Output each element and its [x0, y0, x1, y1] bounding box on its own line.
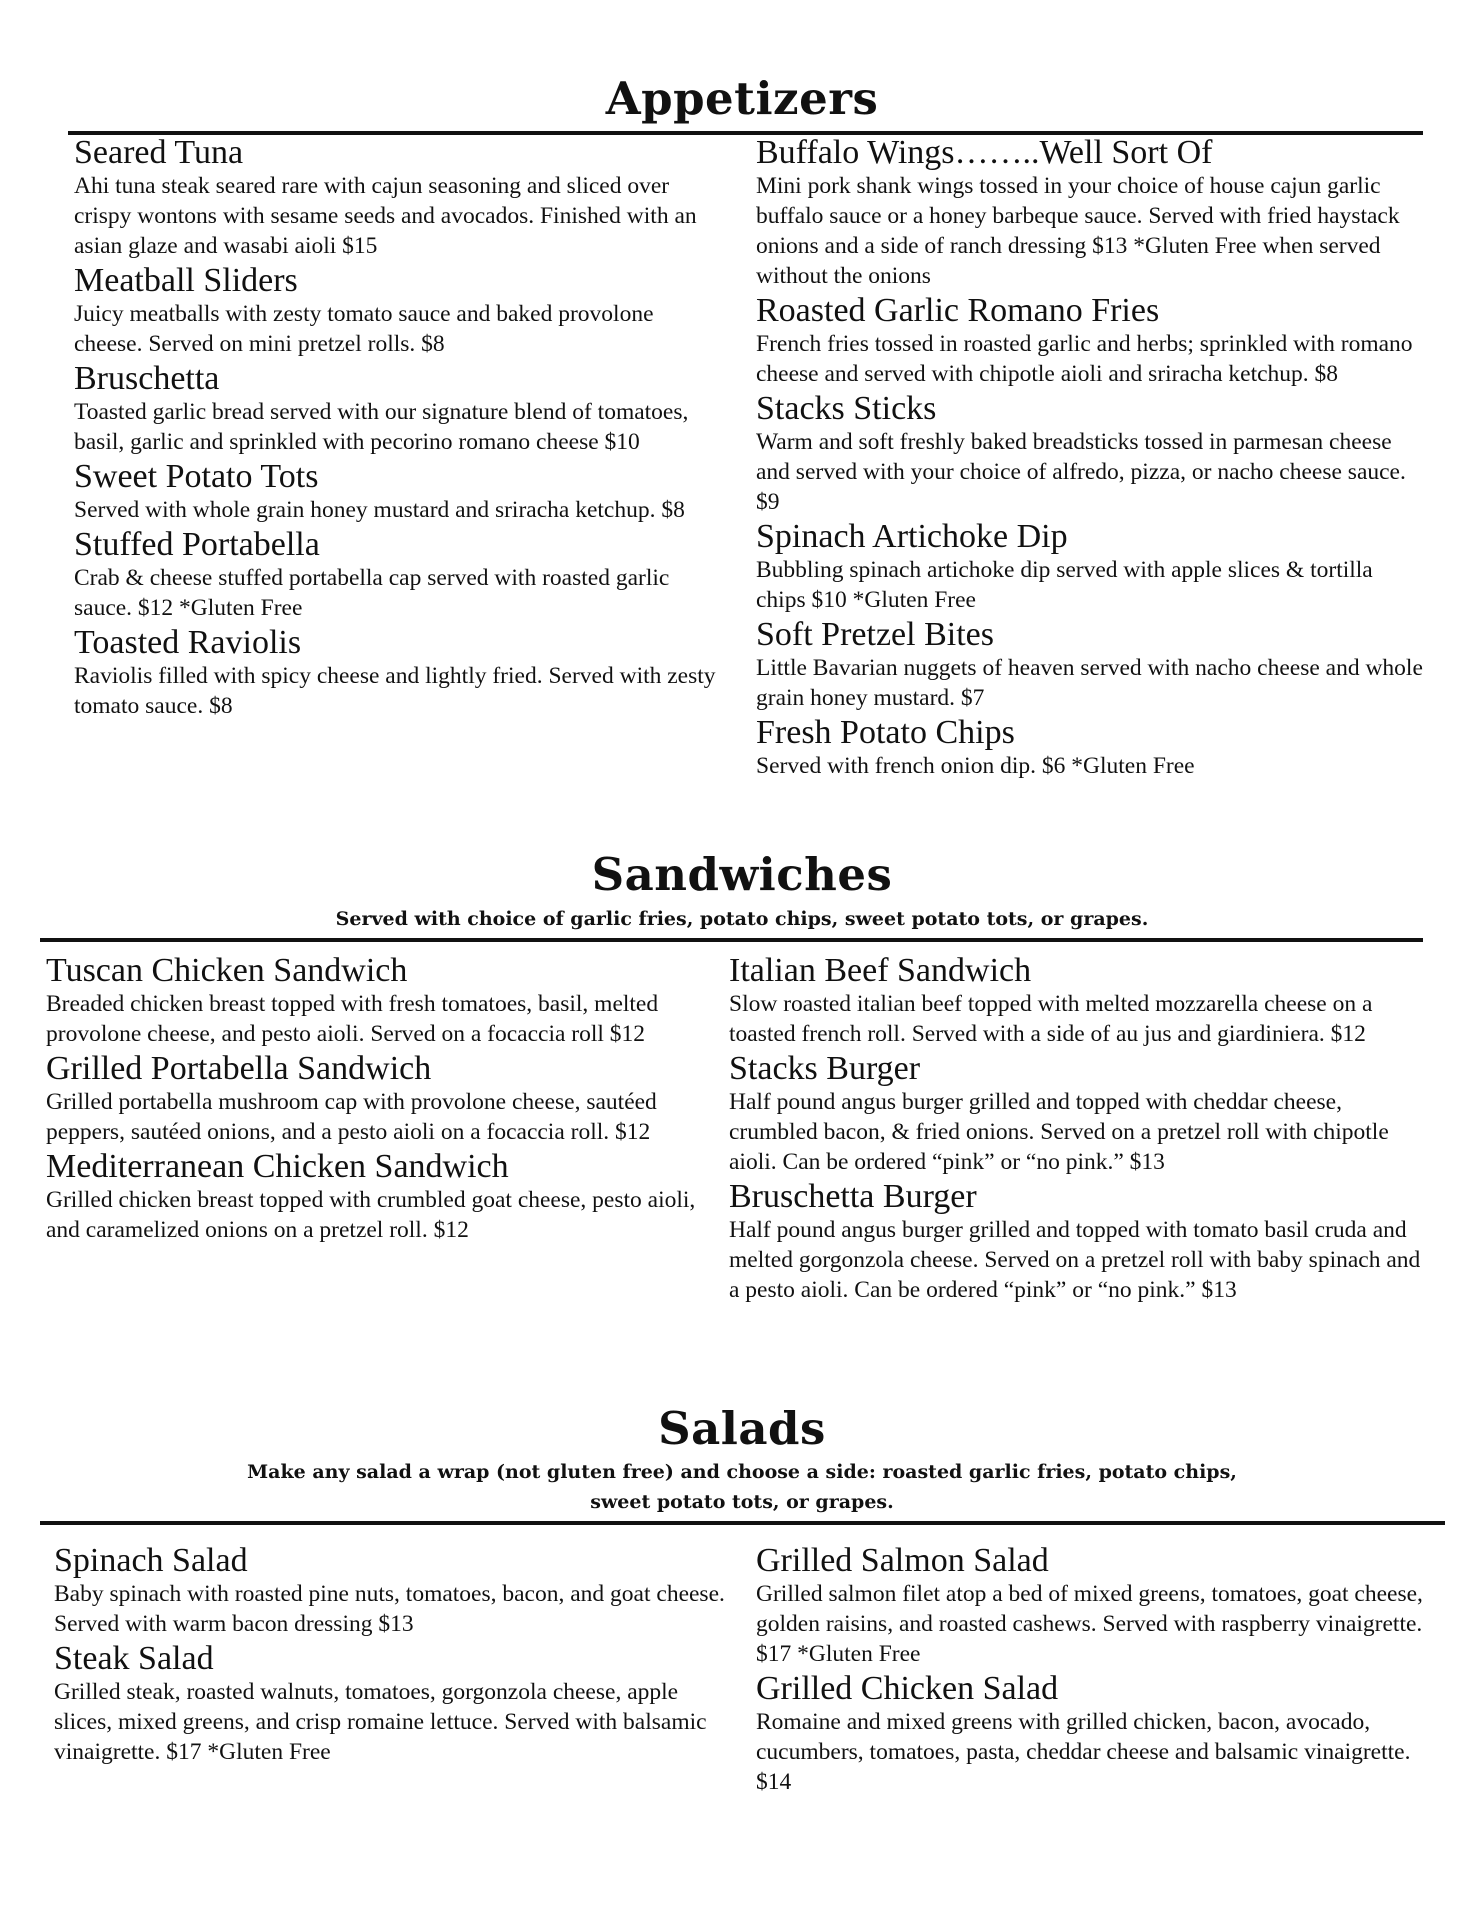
menu-item-fresh-potato-chips: [756, 715, 1428, 781]
item-name: Bruschetta Burger: [729, 1178, 977, 1215]
sandwiches-subtitle: Served with choice of garlic fries, potato chips, sweet potato tots, or grapes.: [335, 908, 1149, 930]
item-name: Mediterranean Chicken Sandwich: [46, 1148, 509, 1185]
menu-item-seared-tuna: [74, 135, 722, 261]
sandwiches-divider: [40, 938, 1423, 942]
menu-item-toasted-raviolis: [74, 625, 722, 721]
item-description: Grilled portabella mushroom cap with provolone cheese, sautéed peppers, sautéed onions, and a pesto aioli on a focaccia roll. $12: [46, 1089, 657, 1145]
item-description: Breaded chicken breast topped with fresh tomatoes, basil, melted provolone cheese, and pesto aioli. Served on a focaccia roll $12: [46, 991, 659, 1047]
item-description: Toasted garlic bread served with our signature blend of tomatoes, basil, garlic and sprinkled with pecorino romano cheese $10: [74, 399, 689, 455]
item-description: Crab & cheese stuffed portabella cap served with roasted garlic sauce. $12 *Gluten Free: [74, 565, 670, 621]
item-name: Italian Beef Sandwich: [729, 952, 1032, 989]
item-description: Served with whole grain honey mustard and sriracha ketchup. $8: [74, 497, 685, 523]
item-description: Ahi tuna steak seared rare with cajun seasoning and sliced over crispy wontons with sesame seeds and avocados. Finished with an asian glaze and wasabi aioli $15: [74, 173, 697, 259]
menu-item-bruschetta-burger: [729, 1179, 1429, 1305]
salads-right-column: [756, 1543, 1446, 1799]
item-name: Grilled Portabella Sandwich: [46, 1050, 432, 1087]
sandwiches-left-column: [46, 953, 718, 1247]
item-name: Seared Tuna: [74, 134, 244, 171]
item-name: Spinach Salad: [54, 1542, 248, 1579]
appetizers-title: Appetizers: [605, 72, 879, 125]
salads-subtitle-line-2: sweet potato tots, or grapes.: [590, 1491, 894, 1513]
menu-item-grilled-portabella-sandwich: [46, 1051, 718, 1147]
menu-item-roasted-garlic-romano-fries: [756, 293, 1428, 389]
salads-subtitle-line-1: Make any salad a wrap (not gluten free) and choose a side: roasted garlic fries, potato chips,: [247, 1461, 1237, 1483]
item-description: Bubbling spinach artichoke dip served with apple slices & tortilla chips $10 *Gluten Free: [756, 557, 1373, 613]
item-description: French fries tossed in roasted garlic and herbs; sprinkled with romano cheese and served with chipotle aioli and sriracha ketchup. $8: [756, 331, 1413, 387]
menu-item-buffalo-wings: [756, 135, 1428, 291]
menu-item-stuffed-portabella: [74, 527, 722, 623]
item-name: Stuffed Portabella: [74, 526, 320, 563]
menu-item-tuscan-chicken-sandwich: [46, 953, 718, 1049]
item-description: Grilled chicken breast topped with crumbled goat cheese, pesto aioli, and caramelized onions on a pretzel roll. $12: [46, 1187, 696, 1243]
appetizers-left-column: [74, 135, 722, 723]
item-description: Grilled steak, roasted walnuts, tomatoes, gorgonzola cheese, apple slices, mixed greens, and crisp romaine lettuce. Served with balsamic vinaigrette. $17 *Gluten Free: [54, 1679, 707, 1765]
item-name: Toasted Raviolis: [74, 624, 302, 661]
sandwiches-right-column: [729, 953, 1429, 1307]
item-name: Stacks Sticks: [756, 390, 937, 427]
menu-item-meatball-sliders: [74, 263, 722, 359]
item-name: Tuscan Chicken Sandwich: [46, 952, 408, 989]
appetizers-right-column: [756, 135, 1428, 783]
item-name: Sweet Potato Tots: [74, 458, 319, 495]
item-description: Half pound angus burger grilled and topped with cheddar cheese, crumbled bacon, & fried onions. Served on a pretzel roll with chipotle aioli. Can be ordered “pink” or “no pink.” $13: [729, 1089, 1389, 1175]
item-description: Romaine and mixed greens with grilled chicken, bacon, avocado, cucumbers, tomatoes, pasta, cheddar cheese and balsamic vinaigrette. $14: [756, 1709, 1411, 1795]
menu-item-soft-pretzel-bites: [756, 617, 1428, 713]
menu-item-stacks-burger: [729, 1051, 1429, 1177]
menu-item-bruschetta: [74, 361, 722, 457]
menu-item-spinach-salad: [54, 1543, 726, 1639]
item-name: Steak Salad: [54, 1640, 214, 1677]
item-name: Meatball Sliders: [74, 262, 298, 299]
item-name: Grilled Salmon Salad: [756, 1542, 1049, 1579]
item-description: Baby spinach with roasted pine nuts, tomatoes, bacon, and goat cheese. Served with warm bacon dressing $13: [54, 1581, 725, 1637]
item-description: Served with french onion dip. $6 *Gluten Free: [756, 753, 1195, 779]
item-description: Raviolis filled with spicy cheese and lightly fried. Served with zesty tomato sauce. $8: [74, 663, 716, 719]
item-description: Warm and soft freshly baked breadsticks tossed in parmesan cheese and served with your choice of alfredo, pizza, or nacho cheese sauce. $9: [756, 429, 1406, 515]
item-name: Soft Pretzel Bites: [756, 616, 994, 653]
item-name: Bruschetta: [74, 360, 220, 397]
menu-item-italian-beef-sandwich: [729, 953, 1429, 1049]
item-description: Half pound angus burger grilled and topped with tomato basil cruda and melted gorgonzola cheese. Served on a pretzel roll with baby spinach and a pesto aioli. Can be ordered “pink” or “no pink.” $13: [729, 1217, 1421, 1303]
menu-item-steak-salad: [54, 1641, 726, 1767]
menu-item-grilled-salmon-salad: [756, 1543, 1446, 1669]
salads-divider: [40, 1521, 1445, 1525]
item-name: Stacks Burger: [729, 1050, 921, 1087]
menu-item-spinach-artichoke-dip: [756, 519, 1428, 615]
sandwiches-title: Sandwiches: [591, 848, 893, 901]
item-name: Buffalo Wings……..Well Sort Of: [756, 134, 1213, 171]
item-name: Spinach Artichoke Dip: [756, 518, 1068, 555]
item-description: Little Bavarian nuggets of heaven served with nacho cheese and whole grain honey mustard. $7: [756, 655, 1423, 711]
item-description: Juicy meatballs with zesty tomato sauce and baked provolone cheese. Served on mini pretzel rolls. $8: [74, 301, 654, 357]
salads-title: Salads: [658, 1402, 826, 1455]
menu-item-grilled-chicken-salad: [756, 1671, 1446, 1797]
item-name: Grilled Chicken Salad: [756, 1670, 1059, 1707]
item-description: Slow roasted italian beef topped with melted mozzarella cheese on a toasted french roll. Served with a side of au jus and giardiniera. $12: [729, 991, 1373, 1047]
menu-item-stacks-sticks: [756, 391, 1428, 517]
item-name: Fresh Potato Chips: [756, 714, 1015, 751]
item-description: Mini pork shank wings tossed in your choice of house cajun garlic buffalo sauce or a honey barbeque sauce. Served with fried haystack onions and a side of ranch dressing $13 *Gluten Free when served without the onions: [756, 173, 1400, 289]
salads-left-column: [54, 1543, 726, 1769]
item-name: Roasted Garlic Romano Fries: [756, 292, 1160, 329]
menu-item-mediterranean-chicken-sandwich: [46, 1149, 718, 1245]
menu-item-sweet-potato-tots: [74, 459, 722, 525]
item-description: Grilled salmon filet atop a bed of mixed greens, tomatoes, goat cheese, golden raisins, and roasted cashews. Served with raspberry vinaigrette. $17 *Gluten Free: [756, 1581, 1423, 1667]
